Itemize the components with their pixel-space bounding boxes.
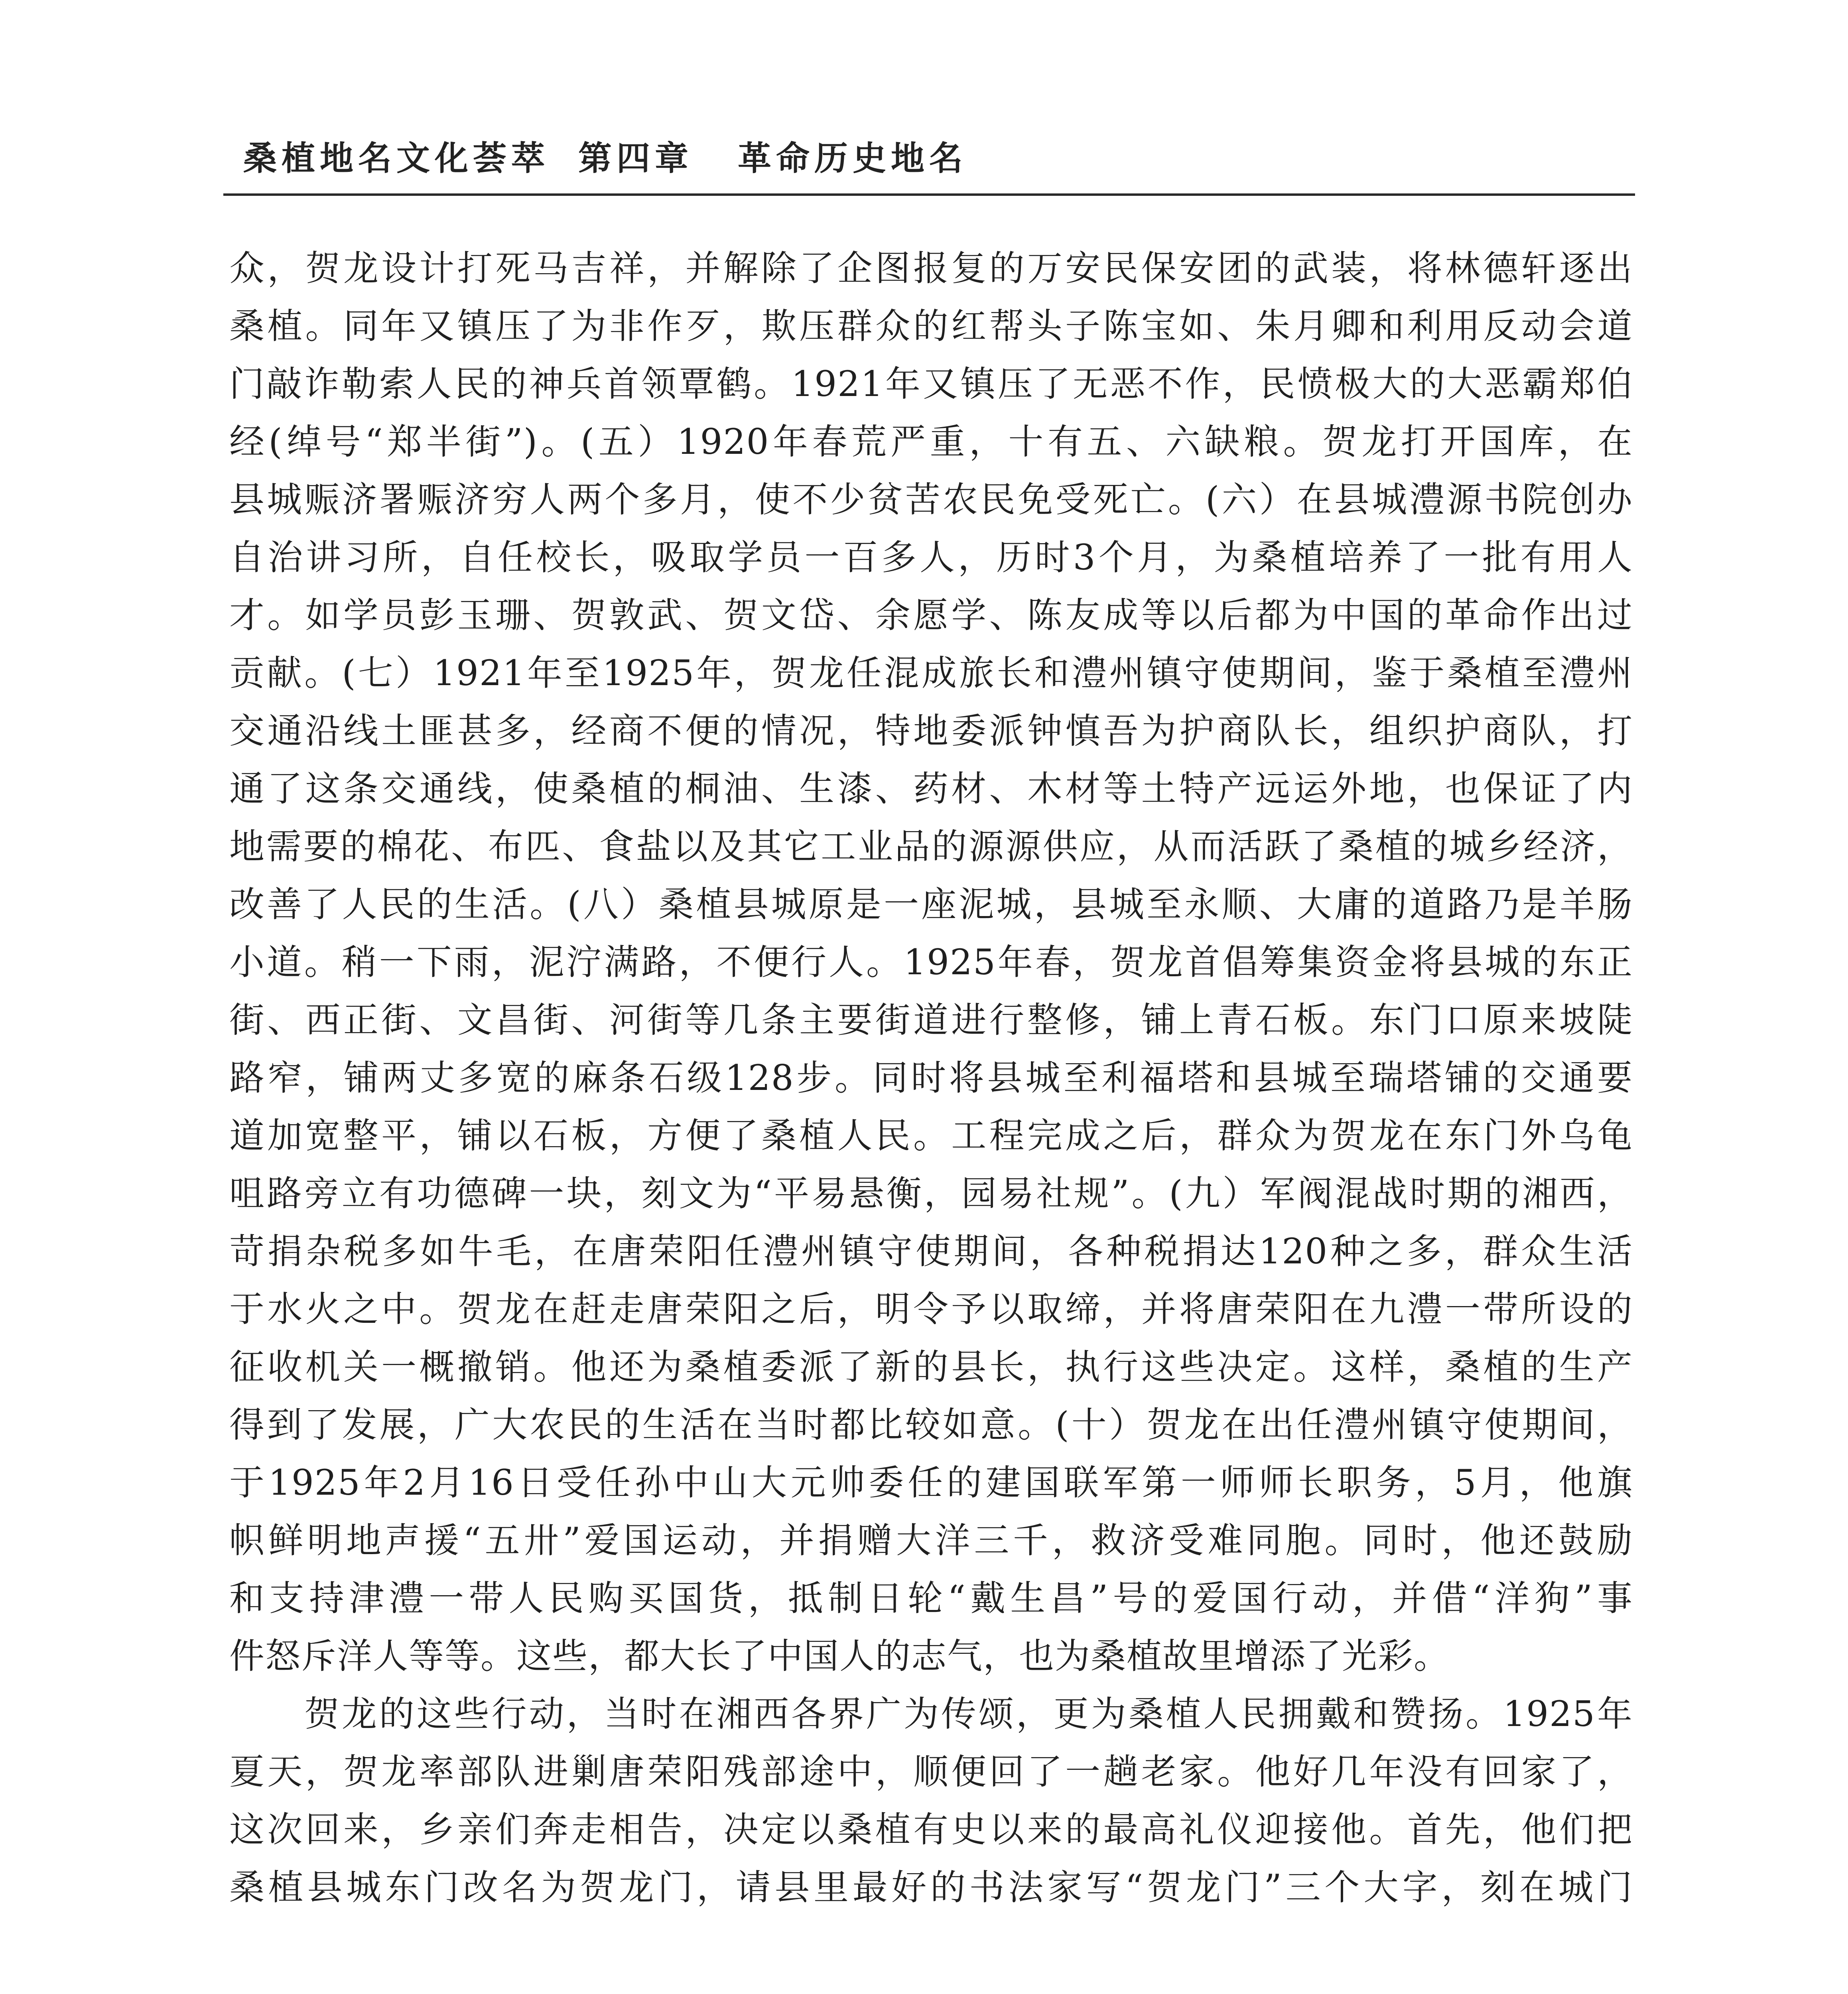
text-line: 小道。稍一下雨，泥泞满路，不便行人。1925年春，贺龙首倡筹集资金将县城的东正	[229, 942, 1633, 983]
text-line: 经(绰号“郑半街”)。(五）1920年春荒严重，十有五、六缺粮。贺龙打开国库，在	[229, 421, 1633, 462]
book-title: 桑植地名文化荟萃	[243, 139, 550, 178]
text-line: 于水火之中。贺龙在赶走唐荣阳之后，明令予以取缔，并将唐荣阳在九澧一带所设的	[229, 1289, 1633, 1330]
paragraph	[229, 239, 1633, 1685]
text-line: 众，贺龙设计打死马吉祥，并解除了企图报复的万安民保安团的武装，将林德轩逐出	[229, 248, 1633, 289]
text-line: 街、西正街、文昌街、河街等几条主要街道进行整修，铺上青石板。东门口原来坡陡	[229, 999, 1633, 1040]
text-line: 这次回来，乡亲们奔走相告，决定以桑植有史以来的最高礼仪迎接他。首先，他们把	[229, 1809, 1633, 1850]
text-line: 于1925年2月16日受任孙中山大元帅委任的建国联军第一师师长职务，5月，他旗	[229, 1462, 1633, 1503]
text-line: 地需要的棉花、布匹、食盐以及其它工业品的源源供应，从而活跃了桑植的城乡经济，	[229, 826, 1633, 867]
body-text	[229, 239, 1633, 1916]
text-line: 桑植县城东门改名为贺龙门，请县里最好的书法家写“贺龙门”三个大字，刻在城门	[229, 1867, 1633, 1908]
text-line: 帜鲜明地声援“五卅”爱国运动，并捐赠大洋三千，救济受难同胞。同时，他还鼓励	[229, 1520, 1633, 1561]
running-header	[223, 132, 1635, 178]
text-line: 件怒斥洋人等等。这些，都大长了中国人的志气，也为桑植故里增添了光彩。	[229, 1635, 1450, 1677]
text-line: 桑植。同年又镇压了为非作歹，欺压群众的红帮头子陈宝如、朱月卿和利用反动会道	[229, 305, 1633, 347]
text-line: 改善了人民的生活。(八）桑植县城原是一座泥城，县城至永顺、大庸的道路乃是羊肠	[229, 884, 1633, 925]
text-line: 交通沿线土匪甚多，经商不便的情况，特地委派钟慎吾为护商队长，组织护商队，打	[229, 710, 1633, 751]
text-line: 征收机关一概撤销。他还为桑植委派了新的县长，执行这些决定。这样，桑植的生产	[229, 1346, 1633, 1387]
text-line: 咀路旁立有功德碑一块，刻文为“平易悬衡，园易社规”。(九）军阀混战时期的湘西，	[229, 1173, 1633, 1214]
text-line: 才。如学员彭玉珊、贺敦武、贺文岱、余愿学、陈友成等以后都为中国的革命作出过	[229, 595, 1633, 636]
text-line: 道加宽整平，铺以石板，方便了桑植人民。工程完成之后，群众为贺龙在东门外乌龟	[229, 1115, 1633, 1156]
section-title: 革命历史地名	[738, 139, 968, 178]
text-line: 和支持津澧一带人民购买国货，抵制日轮“戴生昌”号的爱国行动，并借“洋狗”事	[229, 1578, 1633, 1619]
text-line: 县城赈济署赈济穷人两个多月，使不少贫苦农民免受死亡。(六）在县城澧源书院创办	[229, 479, 1633, 520]
text-line: 夏天，贺龙率部队进剿唐荣阳残部途中，顺便回了一趟老家。他好几年没有回家了，	[229, 1751, 1633, 1792]
text-line: 苛捐杂税多如牛毛，在唐荣阳任澧州镇守使期间，各种税捐达120种之多，群众生活	[229, 1231, 1633, 1272]
text-line: 贺龙的这些行动，当时在湘西各界广为传颂，更为桑植人民拥戴和赞扬。1925年	[229, 1693, 1633, 1734]
header-divider	[223, 193, 1635, 196]
text-line: 自治讲习所，自任校长，吸取学员一百多人，历时3个月，为桑植培养了一批有用人	[229, 537, 1633, 578]
paragraph	[229, 1685, 1633, 1916]
text-line: 贡献。(七）1921年至1925年，贺龙任混成旅长和澧州镇守使期间，鉴于桑植至澧州	[229, 652, 1633, 694]
text-line: 得到了发展，广大农民的生活在当时都比较如意。(十）贺龙在出任澧州镇守使期间，	[229, 1404, 1633, 1445]
text-line: 门敲诈勒索人民的神兵首领覃鹤。1921年又镇压了无恶不作，民愤极大的大恶霸郑伯	[229, 363, 1633, 404]
text-line: 路窄，铺两丈多宽的麻条石级128步。同时将县城至利福塔和县城至瑞塔铺的交通要	[229, 1057, 1633, 1098]
chapter-label: 第四章	[578, 139, 693, 178]
text-line: 通了这条交通线，使桑植的桐油、生漆、药材、木材等土特产远运外地，也保证了内	[229, 768, 1633, 809]
